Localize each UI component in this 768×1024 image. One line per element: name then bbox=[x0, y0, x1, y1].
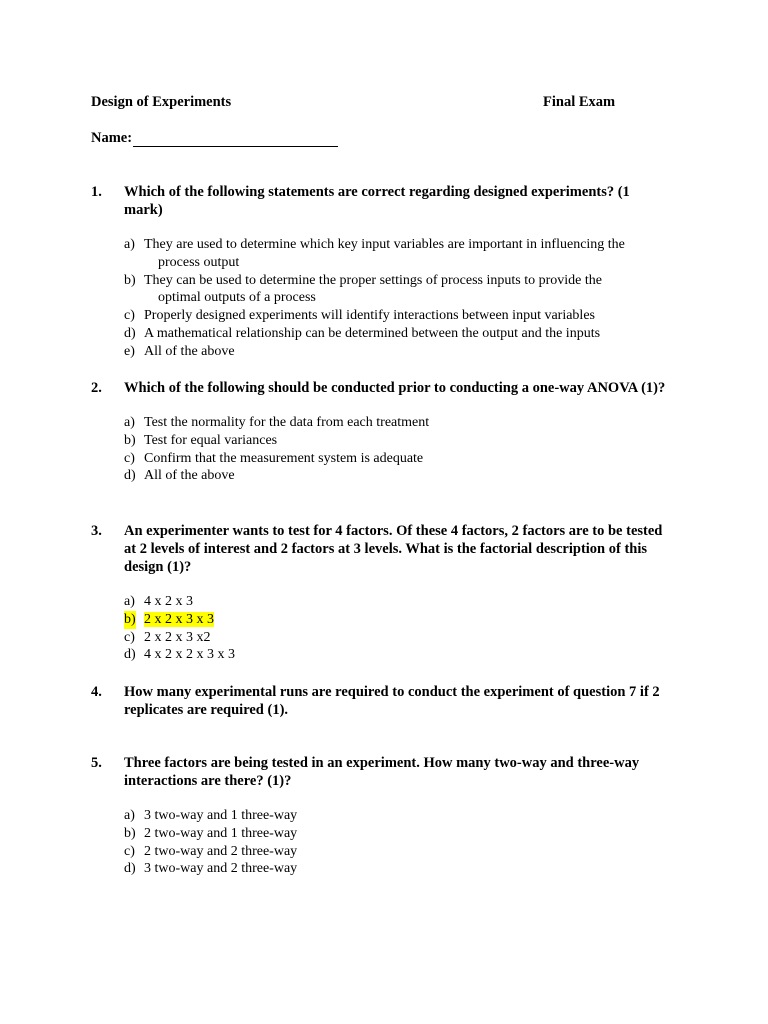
question-5 bbox=[91, 754, 671, 878]
option-text: 2 two-way and 1 three-way bbox=[144, 825, 298, 841]
question-number: 5. bbox=[91, 755, 102, 771]
question-number: 1. bbox=[91, 184, 102, 200]
option-letter: a) bbox=[124, 808, 135, 823]
option-b bbox=[124, 825, 671, 843]
option-letter: c) bbox=[124, 308, 135, 324]
option-text: Confirm that the measurement system is adequate bbox=[144, 450, 424, 466]
question-text: How many experimental runs are required to conduct the experiment of question 7 if 2 replicates are required (1). bbox=[124, 684, 660, 718]
option-letter: d) bbox=[124, 647, 136, 663]
question-3 bbox=[91, 522, 671, 664]
option-text-continued: process output bbox=[158, 254, 240, 270]
option-text: 2 two-way and 2 three-way bbox=[144, 843, 298, 859]
question-text: Which of the following should be conducted prior to conducting a one-way ANOVA (1)? bbox=[124, 380, 666, 396]
option-list bbox=[124, 414, 671, 485]
question-2 bbox=[91, 379, 671, 485]
question-text: Which of the following statements are correct regarding designed experiments? (1 mark) bbox=[124, 184, 630, 218]
option-letter: a) bbox=[124, 237, 135, 252]
option-text: 2 x 2 x 3 x2 bbox=[144, 629, 211, 645]
option-a bbox=[124, 236, 671, 272]
option-letter: b) bbox=[124, 825, 136, 841]
option-list bbox=[124, 593, 671, 664]
option-a bbox=[124, 414, 671, 432]
option-letter: c) bbox=[124, 450, 135, 466]
option-letter: c) bbox=[124, 629, 135, 645]
question-1 bbox=[91, 183, 671, 361]
name-field bbox=[91, 130, 338, 147]
option-c bbox=[124, 629, 671, 647]
option-c bbox=[124, 450, 671, 468]
option-text-continued: optimal outputs of a process bbox=[158, 290, 316, 306]
option-text: 3 two-way and 2 three-way bbox=[144, 861, 298, 877]
option-list bbox=[124, 807, 671, 878]
option-text: They can be used to determine the proper settings of process inputs to provide the bbox=[144, 272, 602, 288]
question-text: Three factors are being tested in an experiment. How many two-way and three-way interactions are there? (1)? bbox=[124, 755, 640, 789]
option-c bbox=[124, 843, 671, 861]
question-number: 3. bbox=[91, 523, 102, 539]
option-text: 4 x 2 x 2 x 3 x 3 bbox=[144, 647, 235, 663]
option-letter: b) bbox=[124, 611, 136, 627]
option-text: A mathematical relationship can be determined between the output and the inputs bbox=[144, 325, 601, 341]
course-title: Design of Experiments bbox=[91, 94, 232, 110]
option-d bbox=[124, 860, 671, 878]
option-text: All of the above bbox=[144, 468, 235, 484]
option-d bbox=[124, 467, 671, 485]
option-letter: a) bbox=[124, 594, 135, 609]
exam-title: Final Exam bbox=[543, 94, 616, 110]
question-text: An experimenter wants to test for 4 factors. Of these 4 factors, 2 factors are to be tested at 2 levels of interest and 2 factors at 3 levels. What is the factorial description of this design (1)? bbox=[124, 523, 663, 575]
option-letter: d) bbox=[124, 861, 136, 877]
option-text: They are used to determine which key input variables are important in influencing the bbox=[144, 237, 625, 252]
option-b bbox=[124, 611, 671, 629]
option-letter: d) bbox=[124, 468, 136, 484]
question-number: 2. bbox=[91, 380, 102, 396]
option-list bbox=[124, 236, 671, 361]
option-a bbox=[124, 593, 671, 611]
option-c bbox=[124, 307, 671, 325]
highlighted-answer: 2 x 2 x 3 x 3 bbox=[144, 611, 214, 627]
option-letter: b) bbox=[124, 432, 136, 448]
option-b bbox=[124, 432, 671, 450]
option-d bbox=[124, 646, 671, 664]
option-text: 4 x 2 x 3 bbox=[144, 594, 193, 609]
option-e bbox=[124, 343, 671, 361]
question-number: 4. bbox=[91, 684, 102, 700]
option-a bbox=[124, 807, 671, 825]
option-letter: a) bbox=[124, 415, 135, 430]
name-blank-line bbox=[133, 132, 338, 147]
option-b bbox=[124, 272, 671, 308]
option-letter: e) bbox=[124, 343, 135, 359]
option-text: Test for equal variances bbox=[144, 432, 278, 448]
name-label: Name: bbox=[91, 130, 133, 146]
option-letter: b) bbox=[124, 272, 136, 288]
option-text: Properly designed experiments will identify interactions between input variables bbox=[144, 308, 595, 324]
question-4 bbox=[91, 683, 671, 719]
option-letter: c) bbox=[124, 843, 135, 859]
option-text: Test the normality for the data from each treatment bbox=[144, 415, 430, 430]
option-text: 3 two-way and 1 three-way bbox=[144, 808, 298, 823]
option-text: All of the above bbox=[144, 343, 235, 359]
option-letter: d) bbox=[124, 325, 136, 341]
option-d bbox=[124, 325, 671, 343]
